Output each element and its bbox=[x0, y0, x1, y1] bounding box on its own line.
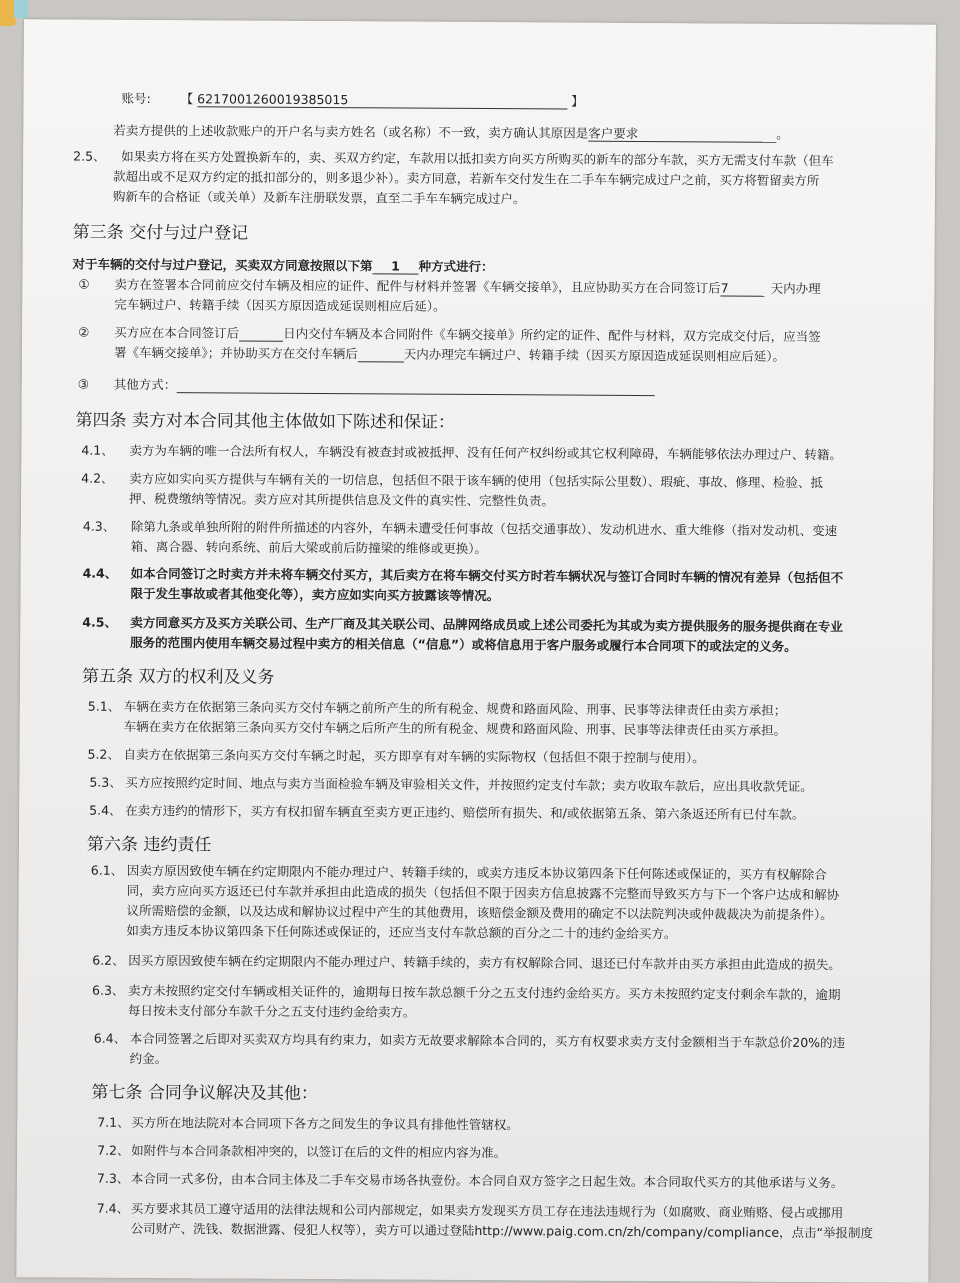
clause-text: 卖方未按照约定交付车辆或相关证件的，逾期每日按车款总额千分之五支付违约金给买方。买方未按照约定支付剩余车款的，逾期 bbox=[128, 982, 841, 1003]
option-1-text-end: 天内办理 bbox=[770, 280, 821, 297]
section-7-title: 第七条 合同争议解决及其他： bbox=[91, 1082, 318, 1105]
clause-text: 如果卖方将在买方处置换新车的，卖、买双方约定，车款用以抵扣卖方向买方所购买的新车的部分车款，买方无需支付车款（但车 bbox=[121, 148, 834, 169]
option-3-mark: ③ bbox=[77, 376, 90, 392]
clause-text: 如附件与本合同条款相冲突的，以签订在后的文件的相应内容为准。 bbox=[131, 1142, 507, 1161]
account-label: 账号: bbox=[121, 90, 151, 106]
option-2-line-2 bbox=[114, 344, 785, 365]
clause-number: 7.4、 bbox=[96, 1200, 130, 1216]
option-2-blank-2 bbox=[358, 361, 404, 362]
clause-text: 因卖方原因致使车辆在约定期限内不能办理过户、转籍手续的，或卖方违反本协议第四条下任何陈述或保证的，买方有权解除合 bbox=[126, 862, 827, 883]
clause-5-3 bbox=[89, 774, 813, 795]
clause-6-1-line-1 bbox=[91, 862, 827, 883]
option-2-blank-1 bbox=[239, 341, 283, 342]
option-1-line-1 bbox=[78, 276, 820, 298]
mismatch-reason: 客户要求 bbox=[588, 126, 776, 143]
option-1-mark: ① bbox=[78, 276, 90, 292]
clause-4-4-line-2: 限于发生事故或者其他变化等），卖方应如实向买方披露该等情况。 bbox=[130, 585, 500, 604]
clause-number: 5.2、 bbox=[87, 746, 120, 762]
method-number: 1 bbox=[372, 258, 418, 274]
clause-4-1 bbox=[81, 442, 842, 464]
clause-5-2 bbox=[87, 746, 704, 767]
account-number: 6217001260019385015 bbox=[197, 91, 567, 109]
clause-2-5-line-2: 款超出或不足双方约定的抵扣部分的，则多退少补）。卖方同意，若新车交付发生在二手车车辆完成过户之前，买方将暂留卖方所 bbox=[113, 168, 820, 189]
clause-4-3-line-2: 箱、离合器、转向系统、前后大梁或前后防撞梁的维修或更换）。 bbox=[130, 538, 488, 557]
clause-text: 本合同签署之后即对买卖双方均具有约束力，如卖方无故要求解除本合同的，买方有权要求卖方支付金额相当于车款总价20%的违 bbox=[129, 1030, 846, 1051]
clause-text: 自卖方在依据第三条向买方交付车辆之时起，买方即享有对车辆的实际物权（包括但不限于控制与使用）。 bbox=[123, 746, 705, 766]
account-line bbox=[121, 90, 583, 110]
mismatch-period: 。 bbox=[776, 126, 789, 142]
clause-7-4-line-1 bbox=[97, 1200, 844, 1222]
option-2-line-1 bbox=[78, 324, 821, 346]
clause-6-3-line-2: 每日按未支付部分车款千分之五支付违约金给卖方。 bbox=[127, 1002, 416, 1020]
clause-2-5-line-1 bbox=[73, 148, 834, 170]
clause-5-1-line-1 bbox=[88, 698, 787, 719]
bracket-close: 】 bbox=[571, 93, 584, 109]
clause-6-3-line-1 bbox=[92, 982, 841, 1004]
mismatch-text: 若卖方提供的上述收款账户的开户名与卖方姓名（或名称）不一致，卖方确认其原因是 bbox=[113, 122, 589, 141]
clause-number: 6.1、 bbox=[90, 862, 124, 878]
clause-number: 4.5、 bbox=[82, 614, 118, 630]
clause-number: 5.4、 bbox=[89, 802, 122, 818]
clause-number: 6.4、 bbox=[93, 1030, 127, 1046]
clause-number: 6.3、 bbox=[92, 982, 125, 998]
option-2-mark: ② bbox=[78, 324, 90, 340]
clause-5-1-line-2: 车辆在卖方在依据第三条向买方交付车辆之后所产生的所有税金、规费和路面风险、刑事、民事等法律责任由买方承担。 bbox=[123, 718, 787, 738]
clause-number: 6.2、 bbox=[92, 952, 125, 968]
clause-4-4-line-1 bbox=[83, 565, 844, 587]
intro-text: 对于车辆的交付与过户登记，买卖双方同意按照以下第 bbox=[72, 256, 373, 274]
clause-text: 买方所在地法院对本合同项下各方之间发生的争议具有排他性管辖权。 bbox=[131, 1114, 519, 1133]
option-3-blank bbox=[176, 392, 654, 396]
clause-2-5-line-3: 购新车的合格证（或关单）及新车注册联发票，直至二手车车辆完成过户。 bbox=[112, 188, 526, 207]
clause-number: 2.5、 bbox=[73, 148, 106, 164]
clause-6-4-line-2: 约金。 bbox=[129, 1050, 168, 1067]
mismatch-line bbox=[113, 122, 789, 143]
option-1-line-2: 完车辆过户、转籍手续（因买方原因造成延误则相应后延）。 bbox=[114, 296, 446, 314]
clause-text: 买方要求其员工遵守适用的法律法规和公司内部规定，如果卖方发现买方员工存在违法违规行为（如腐败、商业贿赂、侵占或挪用 bbox=[130, 1200, 844, 1221]
contract-body bbox=[16, 19, 936, 1283]
clause-text: 本合同一式多份，由本合同主体及二手车交易市场各执壹份。本合同自双方签字之日起生效。本合同取代买方的其他承诺与义务。 bbox=[130, 1170, 844, 1191]
clause-4-5-line-2: 服务的范围内使用车辆交易过程中卖方的相关信息（“信息”）或将信息用于客户服务或履行本合同项下的或法定的义务。 bbox=[130, 634, 797, 654]
clause-text: 买方应按照约定时间、地点与卖方当面检验车辆及审验相关文件，并按照约定支付车款；卖方收取车款后，应出具收款凭证。 bbox=[125, 774, 813, 795]
clause-number: 4.4、 bbox=[82, 565, 118, 581]
clause-4-2-line-2: 押、税费缴纳等情况。卖方应对其所提供信息及文件的真实性、完整性负责。 bbox=[129, 490, 555, 509]
clause-text: 卖方同意买方及买方关联公司、生产厂商及其关联公司、品牌网络成员或上述公司委托为其或为卖方提供服务的服务提供商在专业 bbox=[130, 614, 843, 635]
section-3-title: 第三条 交付与过户登记 bbox=[72, 222, 249, 244]
sticky-note-tab-2 bbox=[14, 0, 28, 18]
clause-number: 5.1、 bbox=[87, 698, 121, 714]
clause-number: 7.3、 bbox=[96, 1170, 130, 1186]
clause-4-3-line-1 bbox=[83, 518, 837, 540]
clause-4-5-line-1 bbox=[82, 614, 843, 636]
option-2-text-b: 日内交付车辆及本合同附件《车辆交接单》所约定的证件、配件与材料，双方完成交付后，应当签 bbox=[283, 325, 821, 345]
contract-page bbox=[16, 19, 936, 1283]
clause-number: 7.2、 bbox=[97, 1142, 130, 1158]
clause-7-1 bbox=[97, 1114, 519, 1134]
clause-text: 在卖方违约的情形下，买方有权扣留车辆直至卖方更正违约、赔偿所有损失、和/或依据第五条、第六条返还所有已付车款。 bbox=[125, 802, 805, 822]
clause-6-4-line-1 bbox=[94, 1030, 845, 1052]
option-2-text-a: 买方应在本合同签订后 bbox=[114, 324, 240, 341]
clause-7-2 bbox=[97, 1142, 506, 1161]
option-2-text-d: 天内办理完车辆过户、转籍手续（因买方原因造成延误则相应后延）。 bbox=[403, 346, 786, 364]
clause-6-1-line-4: 如卖方违反本协议第四条下任何陈述或保证的，还应当支付车款总额的百分之二十的违约金给买方。 bbox=[126, 922, 677, 942]
clause-number: 4.3、 bbox=[82, 518, 116, 534]
option-1-text: 卖方在签署本合同前应交付车辆及相应的证件、配件与材料并签署《车辆交接单》，且应协助买方在合同签订后 bbox=[114, 276, 721, 296]
clause-number: 7.1、 bbox=[97, 1114, 130, 1130]
clause-5-4 bbox=[89, 802, 804, 823]
clause-6-1-line-2: 同，卖方应向买方返还已付车款并承担由此造成的损失（包括但不限于因卖方信息披露不完整而导致买方与下一个客户达成和解协 bbox=[126, 882, 840, 903]
section-3-intro bbox=[72, 256, 493, 276]
option-3-label: 其他方式： bbox=[113, 376, 177, 393]
clause-6-2 bbox=[92, 952, 841, 974]
option-3-line bbox=[78, 376, 655, 397]
bracket-open: 【 bbox=[180, 91, 194, 107]
clause-7-3 bbox=[97, 1170, 844, 1192]
clause-text: 因买方原因致使车辆在约定期限内不能办理过户、转籍手续的，卖方有权解除合同、退还已付车款并由买方承担由此造成的损失。 bbox=[128, 952, 841, 973]
clause-text: 卖方应如实向买方提供与车辆有关的一切信息，包括但不限于该车辆的使用（包括实际公里数）、瑕疵、事故、修理、检验、抵 bbox=[129, 470, 824, 491]
clause-6-1-line-3: 议所需赔偿的金额，以及达成和解协议过程中产生的其他费用，该赔偿金额及费用的确定不以法院判决或仲裁裁决为前提条件）。 bbox=[126, 902, 833, 923]
clause-number: 4.1、 bbox=[81, 442, 114, 458]
option-1-days: 7 bbox=[721, 280, 765, 296]
section-4-title: 第四条 卖方对本合同其他主体做如下陈述和保证： bbox=[75, 410, 456, 433]
intro-text-end: 种方式进行： bbox=[418, 258, 494, 275]
clause-text: 如本合同签订之时卖方并未将车辆交付买方，其后卖方在将车辆交付买方时若车辆状况与签订合同时车辆的情况有差异（包括但不 bbox=[130, 565, 844, 586]
clause-number: 5.3、 bbox=[89, 774, 122, 790]
clause-text: 车辆在卖方在依据第三条向买方交付车辆之前所产生的所有税金、规费和路面风险、刑事、民事等法律责任由卖方承担； bbox=[123, 698, 787, 718]
option-2-text-c: 署《车辆交接单》；并协助买方在交付车辆后 bbox=[113, 344, 358, 362]
clause-text: 卖方为车辆的唯一合法所有权人，车辆没有被查封或被抵押、没有任何产权纠纷或其它权利障碍，车辆能够依法办理过户、转籍。 bbox=[129, 442, 842, 463]
section-5-title: 第五条 双方的权利及义务 bbox=[81, 666, 275, 688]
clause-number: 4.2、 bbox=[81, 470, 114, 486]
clause-7-4-line-2: 公司财产、洗钱、数据泄露、侵犯人权等），卖方可以通过登陆http://www.paig.com.cn/zh/company/compliance，点击“举报制度 bbox=[130, 1220, 874, 1241]
clause-text: 除第九条或单独所附的附件所描述的内容外，车辆未遭受任何事故（包括交通事故）、发动机进水、重大维修（指对发动机、变速 bbox=[130, 518, 838, 539]
section-6-title: 第六条 违约责任 bbox=[86, 834, 212, 856]
clause-4-2-line-1 bbox=[81, 470, 823, 492]
